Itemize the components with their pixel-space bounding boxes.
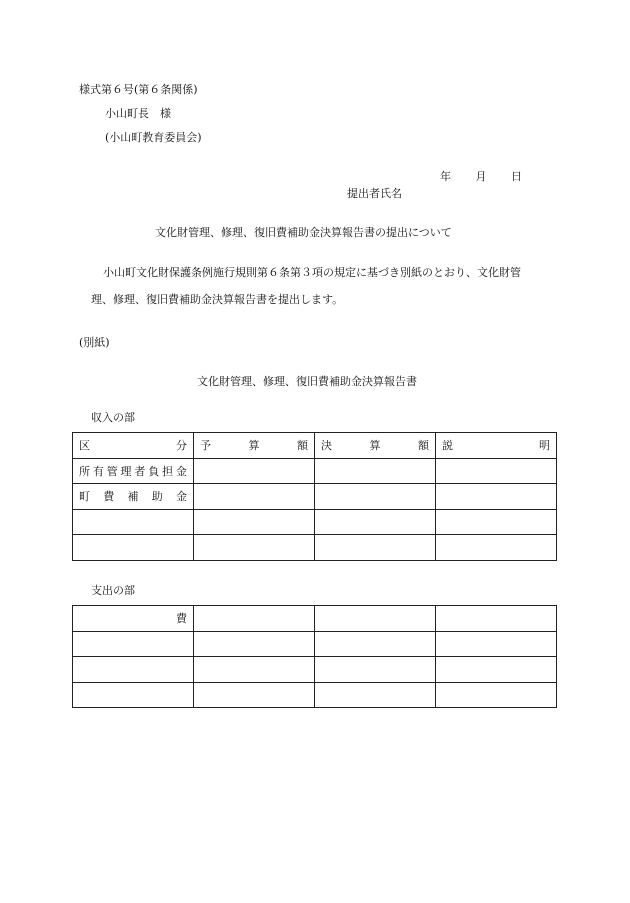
attachment-label: (別紙) [79,336,110,349]
document-title: 文化財管理、修理、復旧費補助金決算報告書の提出について [155,226,452,239]
date-line [440,170,522,183]
table-cell [436,682,557,708]
table-cell [315,631,436,657]
table-cell [194,682,315,708]
income-section-title: 収入の部 [91,411,135,424]
table-cell [194,657,315,683]
form-number: 様式第６号(第６条関係) [79,83,198,96]
date-month-label: 月 [475,170,487,183]
date-day-label: 日 [511,170,522,183]
table-cell [194,484,315,510]
table-cell [73,682,194,708]
table-cell [315,458,436,484]
body-line-2: 理、修理、復旧費補助金決算報告書を提出します。 [91,293,344,306]
table-row [73,484,557,510]
table-row [73,682,557,708]
row-label-expense: 費 [73,606,194,632]
table-cell [315,484,436,510]
table-row [73,509,557,535]
row-label-town-subsidy: 町 費 補 助 金 [73,484,194,510]
table-cell [73,535,194,561]
table-cell [315,606,436,632]
table-cell [436,509,557,535]
table-cell [194,606,315,632]
table-cell [315,657,436,683]
expense-table [72,605,557,708]
addressee-alt: (小山町教育委員会) [105,131,202,144]
header-category: 区 分 [73,433,194,459]
table-cell [194,509,315,535]
table-cell [315,535,436,561]
table-cell [194,458,315,484]
addressee: 小山町長 様 [105,107,171,120]
header-description: 説 明 [436,433,557,459]
table-cell [194,631,315,657]
row-label-owner-burden: 所 有 管 理 者 負 担 金 [73,458,194,484]
table-cell [315,509,436,535]
table-cell [436,606,557,632]
table-cell [73,631,194,657]
income-table [72,432,557,561]
table-cell [436,657,557,683]
submitter-label: 提出者氏名 [347,187,402,200]
table-header-row [73,433,557,459]
table-cell [73,509,194,535]
table-cell [73,657,194,683]
table-cell [194,535,315,561]
header-budget: 予 算 額 [194,433,315,459]
header-settlement: 決 算 額 [315,433,436,459]
table-row [73,657,557,683]
date-year-label: 年 [440,170,451,183]
table-row [73,631,557,657]
table-cell [436,631,557,657]
expense-section-title: 支出の部 [91,584,135,597]
table-cell [315,682,436,708]
table-cell [436,535,557,561]
table-cell [436,458,557,484]
body-line-1: 小山町文化財保護条例施行規則第６条第３項の規定に基づき別紙のとおり、文化財管 [103,266,521,279]
table-row [73,458,557,484]
table-row [73,535,557,561]
table-cell [436,484,557,510]
report-title: 文化財管理、修理、復旧費補助金決算報告書 [197,375,417,388]
table-row [73,606,557,632]
